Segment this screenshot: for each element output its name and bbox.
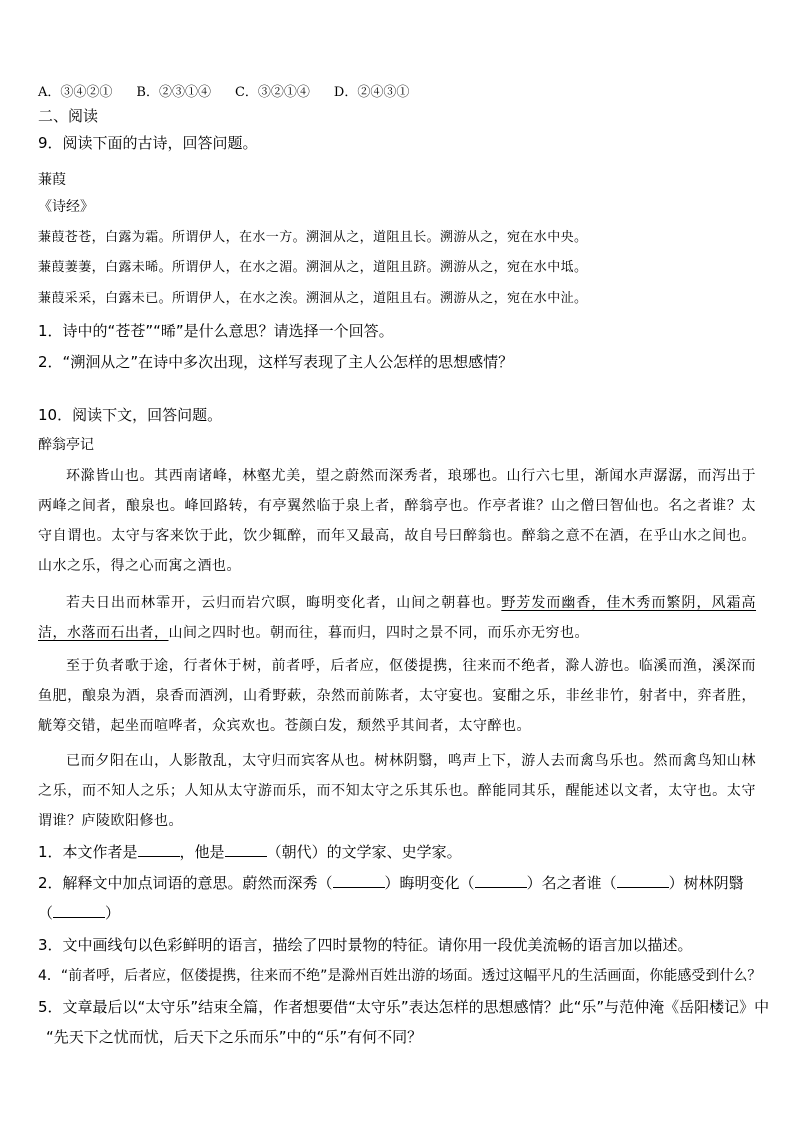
word-blank-4[interactable] xyxy=(53,903,105,918)
sub2-text-f: ） xyxy=(105,904,121,922)
word-blank-3[interactable] xyxy=(617,873,669,888)
q10-sub2 xyxy=(38,873,744,893)
q9-sub2: 2．“溯洄从之”在诗中多次出现，这样写表现了主人公怎样的思想感情？ xyxy=(38,353,514,371)
poem-line-3: 蒹葭采采，白露未已。所谓伊人，在水之涘。溯洄从之，道阻且右。溯游从之，宛在水中沚。 xyxy=(38,291,588,306)
q10-sub3: 3．文中画线句以色彩鲜明的语言，描绘了四时景物的特征。请你用一段优美流畅的语言加以描述。 xyxy=(38,936,693,954)
essay-paragraph-1: 环滁皆山也。其西南诸峰，林壑尤美，望之蔚然而深秀者，琅琊也。山行六七里，渐闻水声潺潺，而泻出于两峰之间者，酿泉也。峰回路转，有亭翼然临于泉上者，醉翁亭也。作亭者谁？山之僧曰智仙也。名之者谁？太守自谓也。太守与客来饮于此，饮少辄醉，而年又最高，故自号曰醉翁也。醉翁之意不在酒，在乎山水之间也。山水之乐，得之心而寓之酒也。 xyxy=(38,468,756,574)
q9-sub1: 1．诗中的“苍苍”“晞”是什么意思？请选择一个回答。 xyxy=(38,322,394,340)
q10-sub5-line2: “先天下之忧而忧，后天下之乐而乐”中的“乐”有何不同？ xyxy=(46,1028,423,1046)
dynasty-blank[interactable] xyxy=(225,842,267,857)
poem-line-1: 蒹葭苍苍，白露为霜。所谓伊人，在水一方。溯洄从之，道阻且长。溯游从之，宛在水中央。 xyxy=(38,230,588,245)
essay-paragraph-3: 至于负者歌于途，行者休于树，前者呼，后者应，伛偻提携，往来而不绝者，滁人游也。临溪而渔，溪深而鱼肥，酿泉为酒，泉香而酒洌，山肴野蔌，杂然而前陈者，太守宴也。宴酣之乐，非丝非竹，射者中，弈者胜，觥筹交错，起坐而喧哗者，众宾欢也。苍颜白发，颓然乎其间者，太守醉也。 xyxy=(38,658,756,734)
poem-line-2: 蒹葭萋萋，白露未晞。所谓伊人，在水之湄。溯洄从之，道阻且跻。溯游从之，宛在水中坻。 xyxy=(38,260,588,275)
underlined-sentence: 野芳发而幽香，佳木秀而繁阴，风霜高洁，水落而石出者， xyxy=(38,595,757,641)
sub1-text-a: 1．本文作者是 xyxy=(38,843,138,861)
option-c: C．③②①④ xyxy=(234,85,310,100)
poem-source: 《诗经》 xyxy=(38,199,94,215)
q10-sub5-line1: 5．文章最后以“太守乐”结束全篇，作者想要借“太守乐”表达怎样的思想感情？此“乐”与范仲淹《岳阳楼记》中 xyxy=(38,998,770,1016)
q9-stem: 9．阅读下面的古诗，回答问题。 xyxy=(38,134,258,152)
q10-sub1 xyxy=(38,842,462,862)
sub1-text-c: （朝代）的文学家、史学家。 xyxy=(266,843,462,861)
essay-paragraph-4: 已而夕阳在山，人影散乱，太守归而宾客从也。树林阴翳，鸣声上下，游人去而禽鸟乐也。然而禽鸟知山林之乐，而不知人之乐；人知从太守游而乐，而不知太守之乐其乐也。醉能同其乐，醒能述以文者，太守也。太守谓谁？庐陵欧阳修也。 xyxy=(38,753,756,829)
sub1-text-b: ，他是 xyxy=(179,843,225,861)
para2-text-b: 山间之四时也。朝而往，暮而归，四时之景不同，而乐亦无穷也。 xyxy=(168,625,589,641)
sub2-text-a: 2．解释文中加点词语的意思。蔚然而深秀（ xyxy=(38,874,333,892)
q10-stem: 10．阅读下文，回答问题。 xyxy=(38,406,223,424)
option-a: A．③④②① xyxy=(38,85,113,100)
poem-title: 蒹葭 xyxy=(38,172,66,188)
word-blank-1[interactable] xyxy=(333,873,385,888)
sub2-text-e: （ xyxy=(38,904,54,922)
sub2-text-d: ）树林阴翳 xyxy=(668,874,744,892)
word-blank-2[interactable] xyxy=(475,873,527,888)
q10-sub2-cont xyxy=(38,903,120,923)
author-blank[interactable] xyxy=(138,842,180,857)
sub2-text-b: ）晦明变化（ xyxy=(384,874,475,892)
sub2-text-c: ）名之者谁（ xyxy=(526,874,617,892)
section-title: 二、阅读 xyxy=(38,107,99,125)
para2-text-a: 若夫日出而林霏开，云归而岩穴暝，晦明变化者，山间之朝暮也。 xyxy=(66,595,502,611)
essay-title: 醉翁亭记 xyxy=(38,437,94,453)
q10-sub4: 4．“前者呼，后者应，伛偻提携，往来而不绝”是滁州百姓出游的场面。透过这幅平凡的生活画面，你能感受到什么？ xyxy=(38,968,762,984)
essay-paragraph-2 xyxy=(38,588,756,648)
option-b: B．②③①④ xyxy=(136,85,211,100)
answer-options xyxy=(38,83,433,103)
option-d: D．②④③① xyxy=(333,85,410,100)
